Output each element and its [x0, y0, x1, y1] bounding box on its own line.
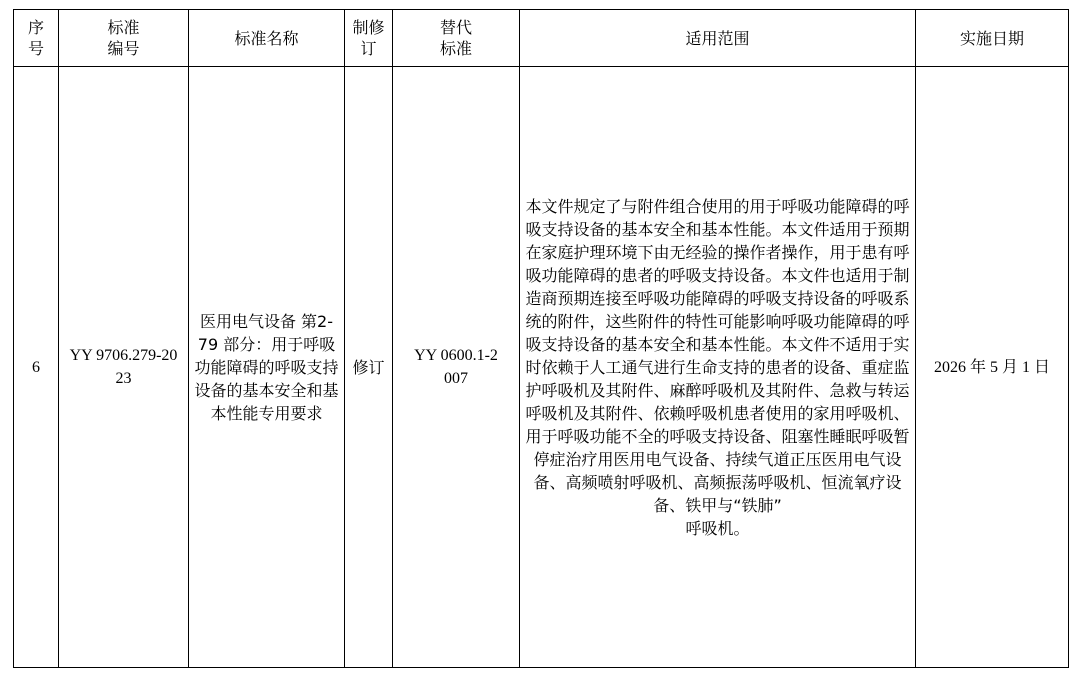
cell-scope [520, 67, 916, 668]
cell-code: YY 9706.279-2023 [59, 67, 189, 668]
cell-seq: 6 [14, 67, 59, 668]
scope-text-last-line: 呼吸机。 [685, 518, 750, 538]
standards-table [13, 9, 1069, 668]
cell-replaced: YY 0600.1-2007 [393, 67, 520, 668]
header-name: 标准名称 [189, 10, 345, 67]
header-seq: 序号 [14, 10, 59, 67]
cell-date: 2026 年 5 月 1 日 [916, 67, 1069, 668]
header-code: 标准编号 [59, 10, 189, 67]
cell-revision-type: 修订 [345, 67, 393, 668]
header-row [14, 10, 1069, 67]
cell-name: 医用电气设备 第2-79 部分：用于呼吸功能障碍的呼吸支持设备的基本安全和基本性能专用要求 [189, 67, 345, 668]
header-replaced: 替代标准 [393, 10, 520, 67]
header-scope: 适用范围 [520, 10, 916, 67]
scope-text: 本文件规定了与附件组合使用的用于呼吸功能障碍的呼吸支持设备的基本安全和基本性能。本文件适用于预期在家庭护理环境下由无经验的操作者操作，用于患有呼吸功能障碍的患者的呼吸支持设备。本文件也适用于制造商预期连接至呼吸功能障碍的呼吸支持设备的呼吸系统的附件，这些附件的特性可能影响呼吸功能障碍的呼吸支持设备的基本安全和基本性能。本文件不适用于实时依赖于人工通气进行生命支持的患者的设备、重症监护呼吸机及其附件、麻醉呼吸机及其附件、急救与转运呼吸机及其附件、依赖呼吸机患者使用的家用呼吸机、用于呼吸功能不全的呼吸支持设备、阻塞性睡眠呼吸暂停症治疗用医用电气设备、持续气道正压医用电气设备、高频喷射呼吸机、高频振荡呼吸机、恒流氧疗设备、铁甲与“铁肺” [525, 196, 910, 515]
header-date: 实施日期 [916, 10, 1069, 67]
table-row [14, 67, 1069, 668]
header-revision-type: 制修订 [345, 10, 393, 67]
